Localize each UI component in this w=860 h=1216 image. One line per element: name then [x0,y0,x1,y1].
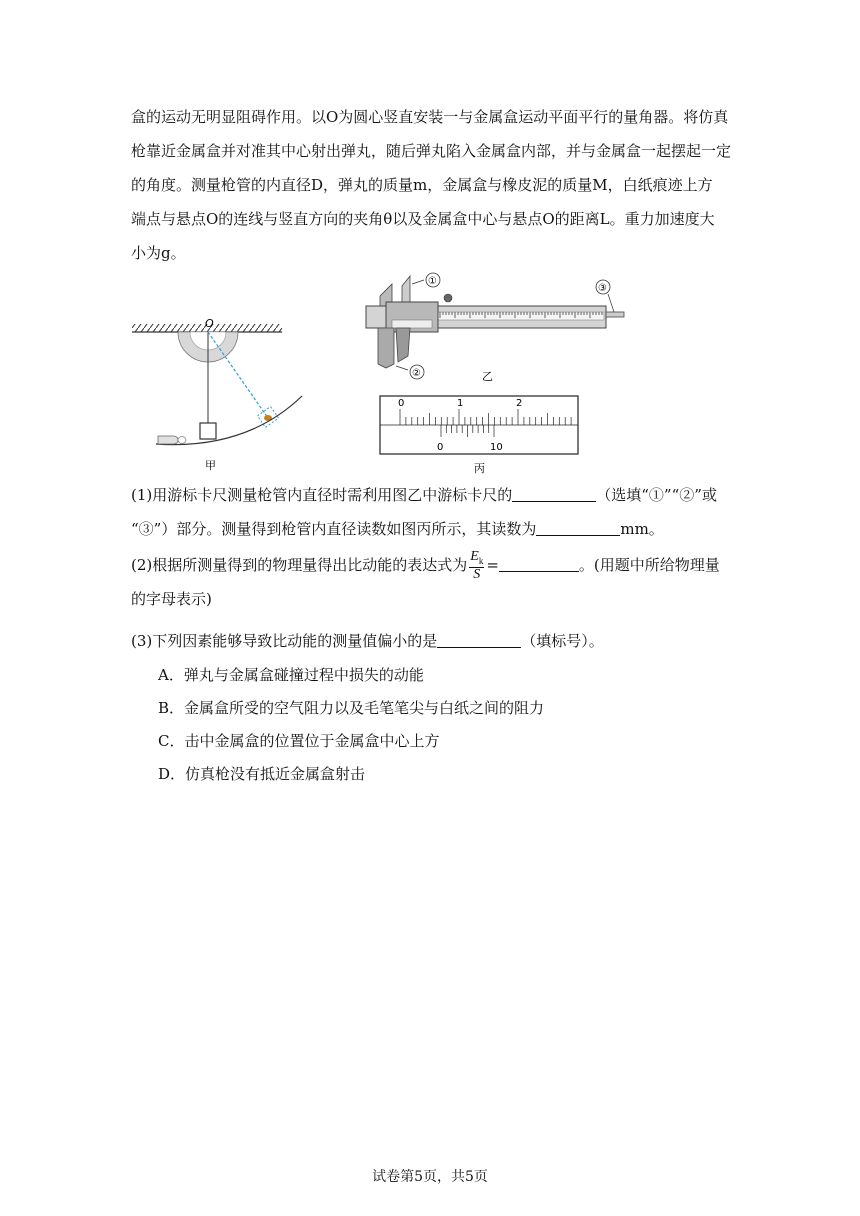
caption-bing: 丙 [474,462,485,475]
main-label-0: 0 [398,398,405,409]
figure-jia [126,312,312,472]
lock-screw-icon [444,294,452,302]
trace-arc [156,396,302,445]
pointer-line-1 [412,280,424,284]
intro-line-5: 小为g。 [131,244,186,262]
q2-fraction [469,550,484,583]
main-label-1: 1 [457,398,464,409]
pivot-label-o: O [205,317,214,330]
q1-text-a: (1)用游标卡尺测量枪管内直径时需利用图乙中游标卡尺的 [131,486,513,504]
page-footer: 试卷第5页，共5页 [372,1169,488,1185]
vernier-label-10: 10 [490,442,503,453]
frac-subscript: k [478,555,484,566]
option-c: C．击中金属盒的位置位于金属盒中心上方 [158,732,440,750]
depth-rod [606,312,624,317]
option-a: A．弹丸与金属盒碰撞过程中损失的动能 [158,666,424,684]
q3-blank-answer[interactable] [437,631,521,648]
q1-text-c: “③”）部分。测量得到枪管内直径读数如图丙所示，其读数为 [131,520,537,538]
q3-stem-b: （填标号）。 [521,632,604,650]
pellet-icon [158,436,178,444]
frac-denominator: S [473,567,481,583]
q2-text-b: 。(用题中所给物理量 [578,556,720,574]
q2-blank-expression[interactable] [499,555,579,572]
intro-line-2: 枪靠近金属盒并对准其中心射出弹丸，随后弹丸陷入金属盒内部，并与金属盒一起摆起一定 [131,142,732,160]
option-d: D．仿真枪没有抵近金属盒射击 [158,765,366,783]
outer-jaw-fixed [378,328,394,368]
intro-line-1: 盒的运动无明显阻碍作用。以O为圆心竖直安装一与金属盒运动平面平行的量角器。将仿真 [131,108,729,126]
caption-yi: 乙 [482,370,493,383]
question-1 [131,478,731,546]
intro-paragraph [131,100,731,270]
figure-yi [358,272,634,384]
question-3 [131,624,731,658]
frac-numerator: E [470,548,479,564]
metal-box [200,423,216,439]
outer-jaw-sliding [396,328,410,362]
figure-bing [378,392,580,476]
main-label-2: 2 [516,398,523,409]
option-b: B．金属盒所受的空气阻力以及毛笔笔尖与白纸之间的阻力 [158,699,545,717]
caption-jia: 甲 [205,459,216,472]
marker-2-label: ② [412,368,421,379]
q2-text-c: 的字母表示) [131,590,212,609]
q1-blank-part[interactable] [512,485,596,502]
marker-1-label: ① [428,276,437,287]
swing-line [208,332,268,418]
intro-line-3: 的角度。测量枪管的内直径D，弹丸的质量m，金属盒与橡皮泥的质量M，白纸痕迹上方 [131,176,713,194]
pointer-line-3 [608,294,614,312]
question-2 [131,548,731,616]
vernier-scale-window [392,320,432,328]
q1-text-b: （选填“①”“②”或 [596,486,717,504]
q2-equals: = [486,556,499,574]
q2-text-a: (2)根据所测量得到的物理量得出比动能的表达式为 [131,556,468,574]
q1-blank-reading[interactable] [536,519,620,536]
pellet-tip [178,437,186,444]
q1-text-d: mm。 [620,520,664,538]
pointer-line-2 [396,366,408,370]
marker-3-label: ③ [598,283,607,294]
q3-stem-a: (3)下列因素能够导致比动能的测量值偏小的是 [131,632,438,650]
intro-line-4: 端点与悬点O的连线与竖直方向的夹角θ以及金属盒中心与悬点O的距离L。重力加速度大 [131,210,715,228]
vernier-label-0: 0 [437,442,444,453]
